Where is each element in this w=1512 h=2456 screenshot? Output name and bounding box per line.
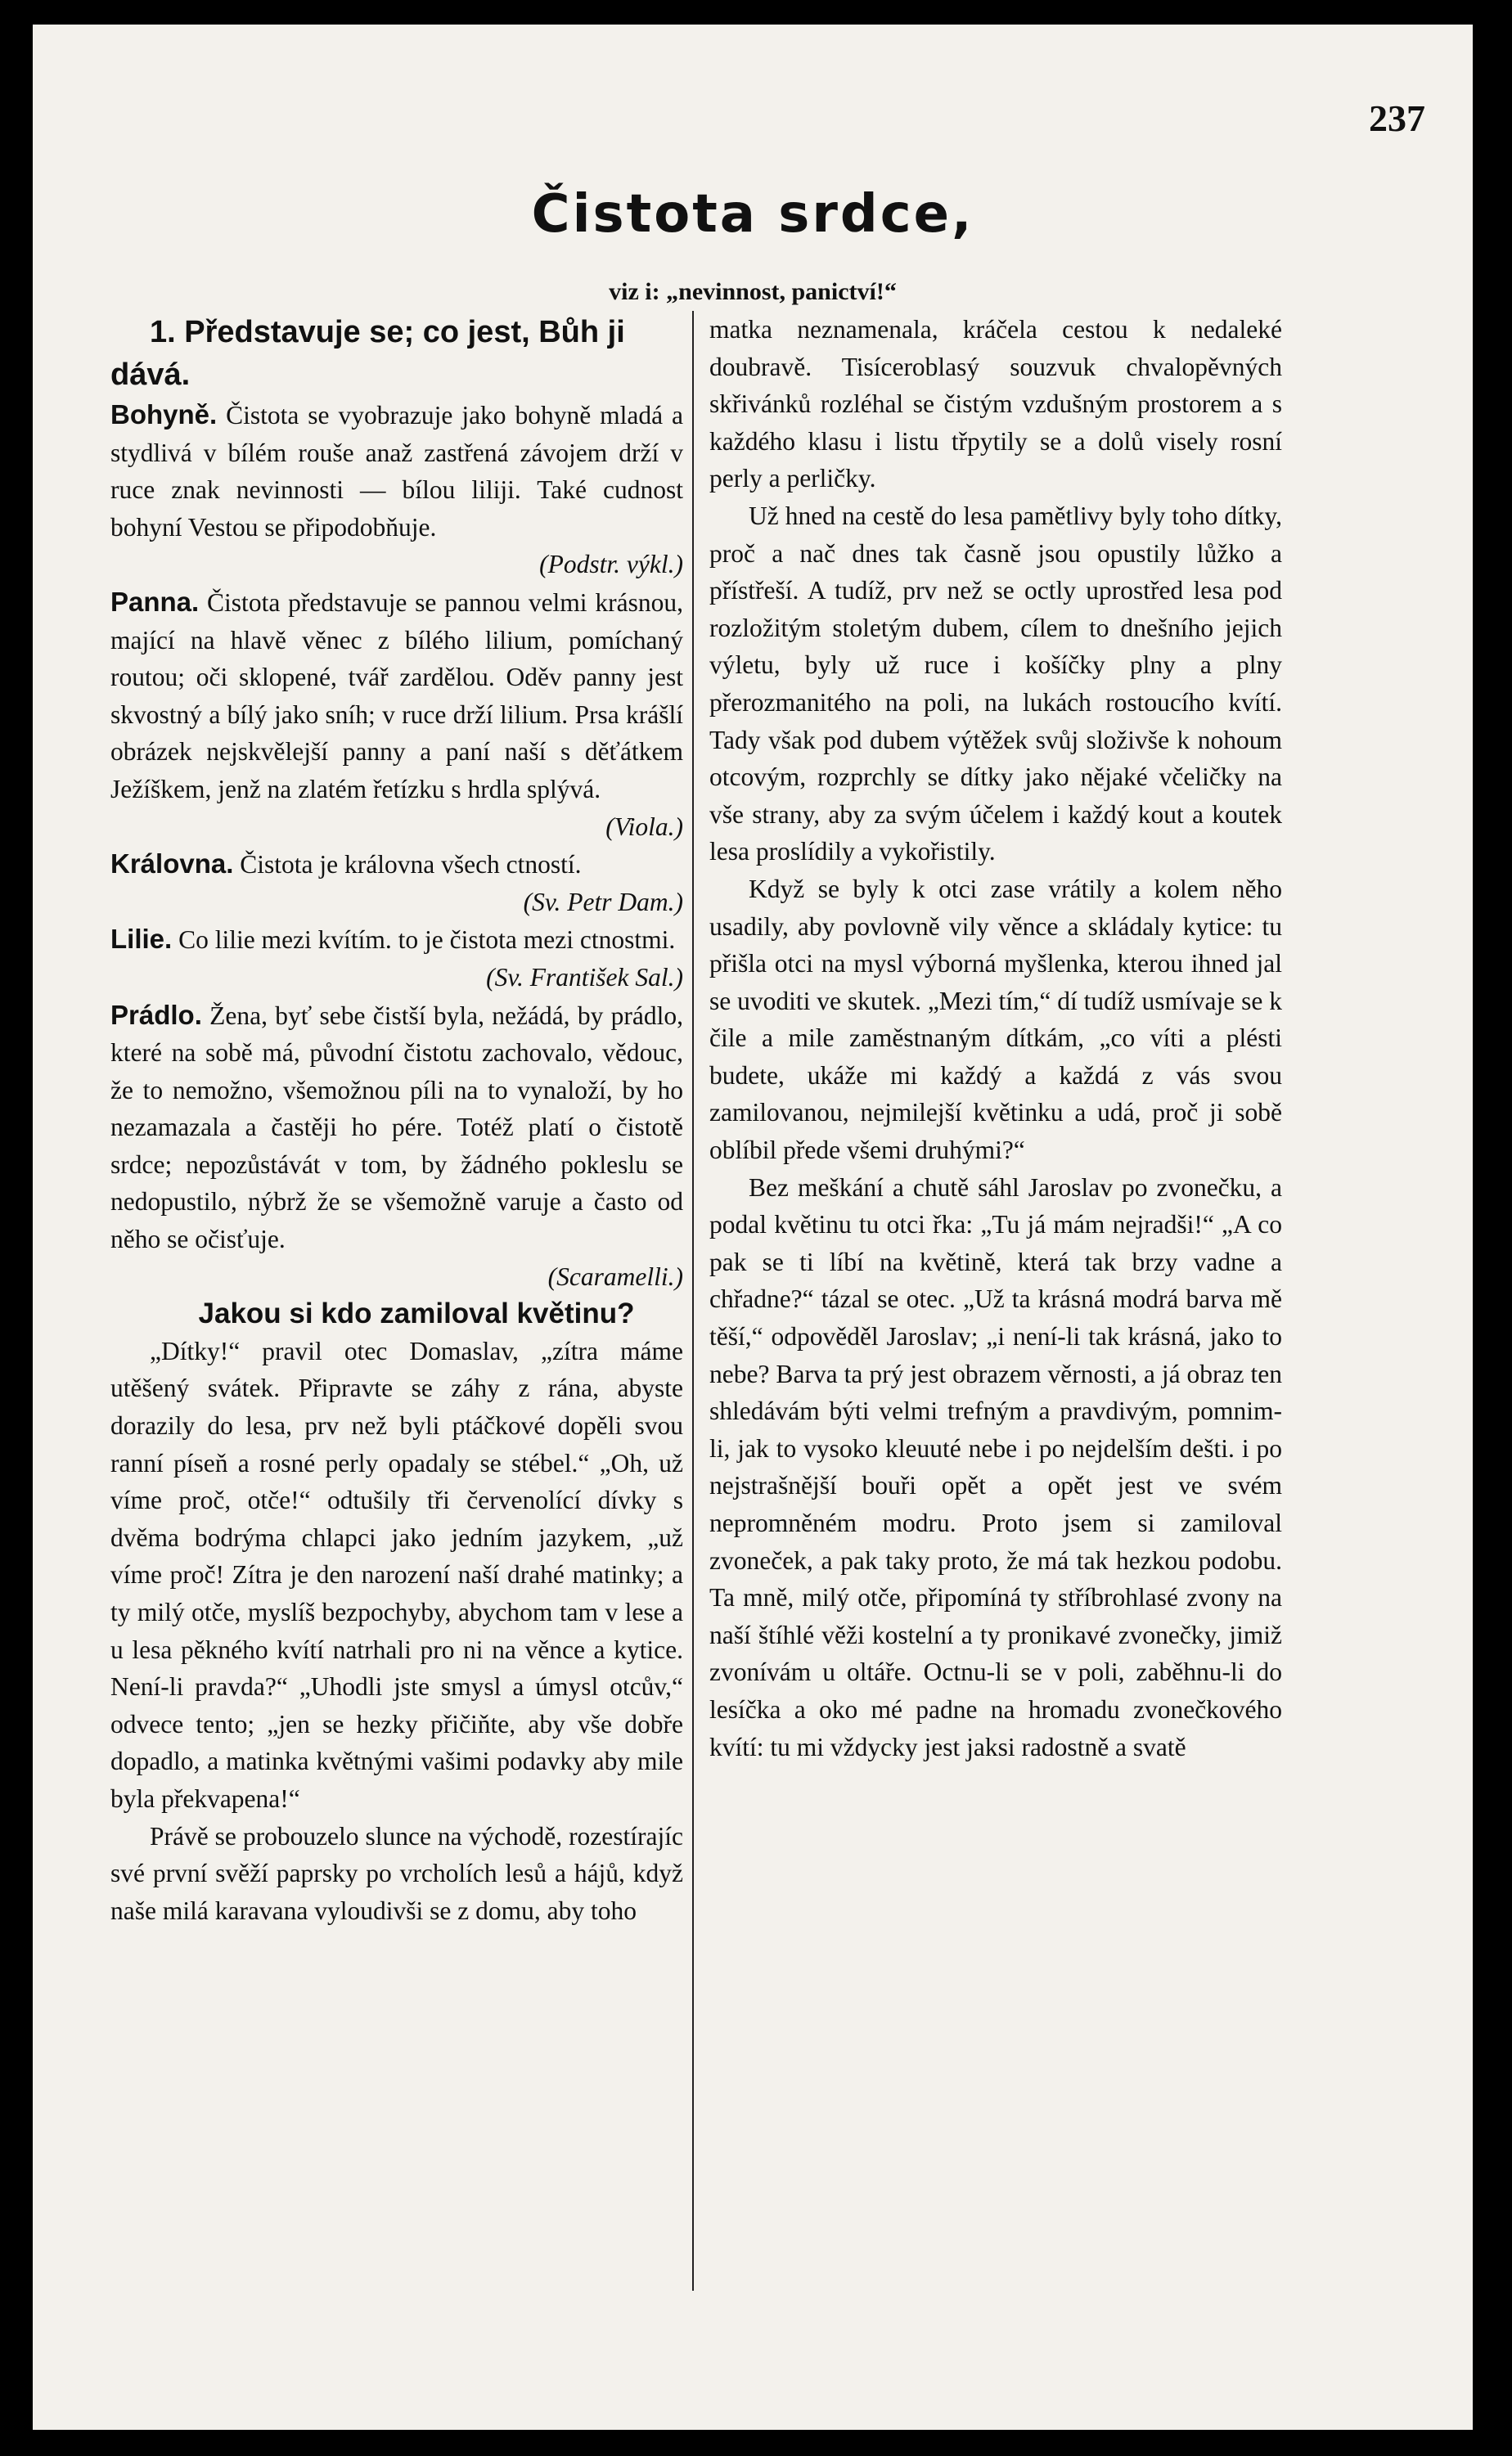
story-paragraph: Právě se probouzelo slunce na východě, rozestírajíc své první svěží paprsky po vrcholích lesů a hájů, když naše milá karavana vyloudivši se z domu, aby toho xyxy=(110,1821,683,1925)
entry-term: Lilie. xyxy=(110,924,173,955)
entry-term: Panna. xyxy=(110,586,200,617)
body-paragraph: matka neznamenala, kráčela cestou k nedaleké doubravě. Tisíceroblasý souzvuk chvalopěvných skřivánků rozléhal se čistým vzdušným prostorem a s každého klasu i listu třpytily se a dolů visely rosní perly a perličky. xyxy=(709,315,1282,493)
page-number: 237 xyxy=(1369,97,1425,139)
entry-text: Čistota představuje se pannou velmi krásnou, mající na hlavě věnec z bílého lilium, pomíchaný routou; oči sklopené, tvář zardělou. Oděv panny jest skvostný a bílý jako sníh; v ruce drží lilium. Prsa krášlí obrázek nejskvělejší panny a paní naší s děťátkem Ježíškem, jenž na zlatém řetízku s hrdla splývá. xyxy=(110,587,683,803)
entry-text: Čistota se vyobrazuje jako bohyně mladá a stydlivá v bílém rouše anaž zastřená závojem drží v ruce znak nevinnosti — bílou liliji. Také cudnost bohyní Vestou se připodobňuje. xyxy=(110,401,683,542)
story-heading: Jakou si kdo zamiloval květinu? xyxy=(198,1298,635,1330)
right-column xyxy=(709,311,1282,1766)
left-column xyxy=(110,311,683,1929)
page-subtitle: viz i: „nevinnost, panictví!“ xyxy=(609,278,897,305)
entry-term: Prádlo. xyxy=(110,999,202,1030)
entry-source: (Sv. František Sal.) xyxy=(486,962,683,992)
page-title: Čistota srdce, xyxy=(531,184,974,245)
body-paragraph: Už hned na cestě do lesa pamětlivy byly toho dítky, proč a nač dnes tak časně jsou opustily lůžko a přístřeší. A tudíž, prv než se octly uprostřed lesa pod rozložitým stoletým dubem, cílem to dnešního jejich výletu, byly už ruce i košíčky plny a plny přerozmanitého na poli, na lukách rostoucího kvítí. Tady však pod dubem výtěžek svůj složivše k nohoum otcovým, rozprchly se dítky jako nějaké včeličky na vše strany, aby za svým účelem i každý kout a koutek lesa proslídily a vykořistily. xyxy=(709,501,1282,866)
entry-source: (Scaramelli.) xyxy=(547,1262,683,1291)
entry-text: Co lilie mezi kvítím. to je čistota mezi ctnostmi. xyxy=(172,925,676,955)
entry-text: Žena, byť sebe čistší byla, nežádá, by prádlo, které na sobě má, původní čistotu zachovalo, vědouc, že to nemožno, všemožnou píli na to vynaloží, by ho nezamazala a častěji ho pére. Totéž platí o čistotě srdce; nepozůstávát v tom, by žádného pokleslu se nedopustilo, nýbrž že se všemožně varuje a často od něho se očisťuje. xyxy=(110,1001,683,1254)
column-divider xyxy=(692,311,694,2291)
story-paragraph: „Dítky!“ pravil otec Domaslav, „zítra máme utěšený svátek. Připravte se záhy z rána, abyste dorazily do lesa, prv než byli ptáčkové dopěli svou ranní píseň a rosné perly opadaly se stébel.“ „Oh, už víme proč, otče!“ odtušily tři červenolící dívky s dvěma bodrýma chlapci jako jedním jazykem, „už víme proč! Zítra je den narození naší drahé matinky; a ty milý otče, myslíš bezpochyby, abychom tam v lese a u lesa pěkného kvítí natrhali pro ni na věnce a kytice. Není-li pravda?“ „Uhodli jste smysl a úmysl otcův,“ odvece tento; „jen se hezky přičiňte, aby vše dobře dopadlo, a matinka květnými vašimi podavky aby mile byla překvapena!“ xyxy=(110,1336,683,1813)
entry-lilie xyxy=(110,920,683,996)
entry-panna xyxy=(110,583,683,845)
entry-term: Bohyně. xyxy=(110,399,218,430)
body-paragraph: Když se byly k otci zase vrátily a kolem něho usadily, aby povlovně vily věnce a skládaly kytice: tu přišla otci na mysl výborná myšlenka, kterou ihned jal se uvoditi ve skutek. „Mezi tím,“ dí tudíž usmívaje se k čile a mile zaměstnaným dítkám, „co víti a plésti budete, ukáže mi každý a každá z vás svou zamilovanou, nejmilejší květinku a udá, proč ji sobě oblíbil přede všemi druhými?“ xyxy=(709,874,1282,1165)
entry-kralovna xyxy=(110,845,683,920)
entry-pradlo xyxy=(110,996,683,1296)
section-heading: 1. Představuje se; co jest, Bůh ji dává. xyxy=(110,315,625,392)
entry-source: (Sv. Petr Dam.) xyxy=(523,887,683,916)
entry-term: Královna. xyxy=(110,848,234,879)
body-paragraph: Bez meškání a chutě sáhl Jaroslav po zvonečku, a podal květinu tu otci řka: „Tu já mám nejradši!“ „A co pak se ti líbí na květině, která tak brzy vadne a chřadne?“ tázal se otec. „Už ta krásná modrá barva mě těší,“ odpověděl Jaroslav; „i není-li tak krásná, jako to nebe? Barva ta prý jest obrazem věrnosti, a já obraz ten shledávám býti velmi trefným a pravdivým, pomnim-li, jak to vysoko kleuuté nebe i po nejdelším dešti. i po nejstrašnější bouři opět a opět jest ve svém nepromněném modru. Proto jsem si zamiloval zvoneček, a pak taky proto, že má tak hezkou podobu. Ta mně, milý otče, připomíná ty stříbrohlasé zvony na naší štíhlé věži kostelní a ty pronikavé zvonečky, jimiž zvonívám u oltáře. Octnu-li se v poli, zaběhnu-li do lesíčka a oko mé padne na hromadu zvonečkového kvítí: tu mi vždycky jest jaksi radostně a svatě xyxy=(709,1172,1282,1761)
entry-source: (Viola.) xyxy=(605,812,683,841)
entry-text: Čistota je královna všech ctností. xyxy=(233,850,582,879)
entry-bohyne xyxy=(110,396,683,583)
entry-source: (Podstr. výkl.) xyxy=(539,550,683,579)
